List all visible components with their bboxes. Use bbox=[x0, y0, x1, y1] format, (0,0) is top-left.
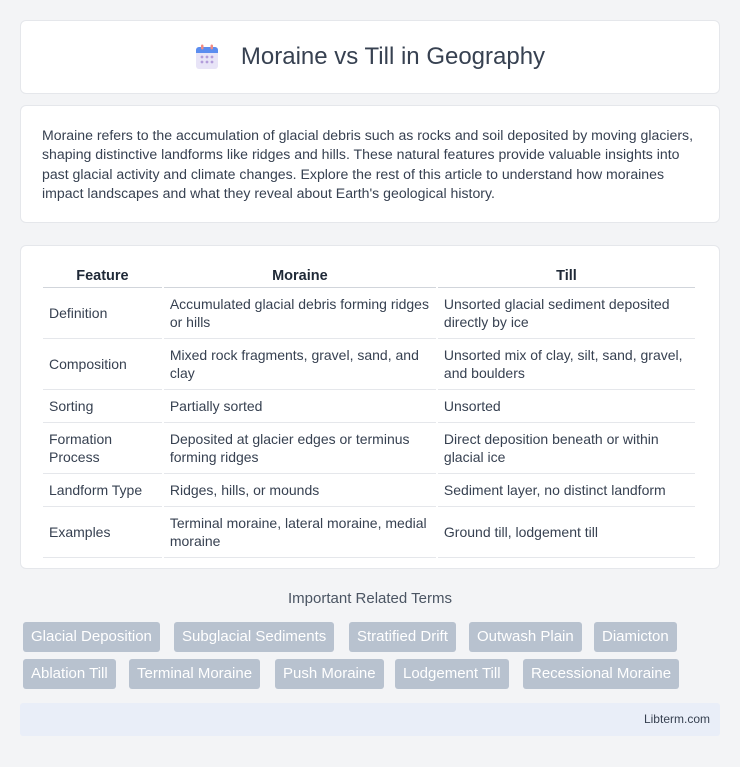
tag-stratified-drift[interactable]: Stratified Drift bbox=[349, 622, 456, 652]
table-row bbox=[43, 390, 695, 423]
header-feature: Feature bbox=[43, 266, 162, 288]
table-cell: Landform Type bbox=[43, 474, 162, 507]
intro-card bbox=[20, 105, 720, 223]
page-title: Moraine vs Till in Geography bbox=[240, 43, 546, 70]
calendar-icon bbox=[195, 44, 219, 70]
table-cell: Partially sorted bbox=[164, 390, 436, 423]
table-row bbox=[43, 474, 695, 507]
table-cell: Ridges, hills, or mounds bbox=[164, 474, 436, 507]
table-cell: Examples bbox=[43, 507, 162, 558]
table-cell: Definition bbox=[43, 288, 162, 339]
footer bbox=[20, 703, 720, 736]
header-moraine: Moraine bbox=[164, 266, 436, 288]
table-cell: Unsorted bbox=[438, 390, 695, 423]
table-cell: Composition bbox=[43, 339, 162, 390]
table-cell: Mixed rock fragments, gravel, sand, and clay bbox=[164, 339, 436, 390]
tag-push-moraine[interactable]: Push Moraine bbox=[275, 659, 384, 689]
tag-subglacial-sediments[interactable]: Subglacial Sediments bbox=[174, 622, 334, 652]
tag-ablation-till[interactable]: Ablation Till bbox=[23, 659, 116, 689]
table-header-row bbox=[43, 266, 695, 288]
table-row bbox=[43, 288, 695, 339]
footer-site-link[interactable]: Libterm.com bbox=[643, 712, 710, 726]
related-terms-title: Important Related Terms bbox=[288, 590, 452, 607]
title-card bbox=[20, 20, 720, 94]
comparison-table bbox=[41, 266, 697, 558]
table-cell: Sediment layer, no distinct landform bbox=[438, 474, 695, 507]
table-cell: Terminal moraine, lateral moraine, medial moraine bbox=[164, 507, 436, 558]
tag-glacial-deposition[interactable]: Glacial Deposition bbox=[23, 622, 160, 652]
tag-recessional-moraine[interactable]: Recessional Moraine bbox=[523, 659, 679, 689]
tag-diamicton[interactable]: Diamicton bbox=[594, 622, 677, 652]
table-row bbox=[43, 423, 695, 474]
header-till: Till bbox=[438, 266, 695, 288]
comparison-table-card bbox=[20, 245, 720, 569]
table-row bbox=[43, 507, 695, 558]
tag-lodgement-till[interactable]: Lodgement Till bbox=[395, 659, 509, 689]
table-cell: Unsorted mix of clay, silt, sand, gravel, and boulders bbox=[438, 339, 695, 390]
table-cell: Unsorted glacial sediment deposited directly by ice bbox=[438, 288, 695, 339]
table-cell: Formation Process bbox=[43, 423, 162, 474]
intro-text: Moraine refers to the accumulation of glacial debris such as rocks and soil deposited by moving glaciers, shaping distinctive landforms like ridges and hills. These natural features provide valuable insights into past glacial activity and climate changes. Explore the rest of this article to understand how moraines impact landscapes and what they reveal about Earth's geological history. bbox=[42, 127, 693, 201]
tag-outwash-plain[interactable]: Outwash Plain bbox=[469, 622, 582, 652]
table-cell: Sorting bbox=[43, 390, 162, 423]
tag-terminal-moraine[interactable]: Terminal Moraine bbox=[129, 659, 260, 689]
table-cell: Direct deposition beneath or within glacial ice bbox=[438, 423, 695, 474]
table-cell: Deposited at glacier edges or terminus forming ridges bbox=[164, 423, 436, 474]
table-cell: Ground till, lodgement till bbox=[438, 507, 695, 558]
table-cell: Accumulated glacial debris forming ridges or hills bbox=[164, 288, 436, 339]
table-row bbox=[43, 339, 695, 390]
